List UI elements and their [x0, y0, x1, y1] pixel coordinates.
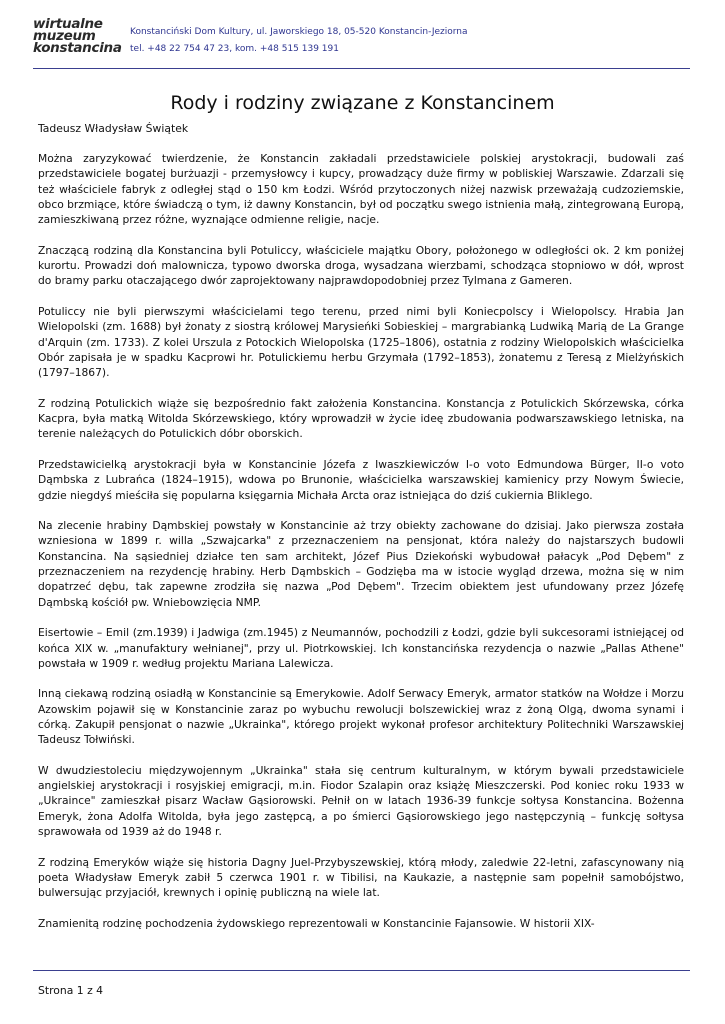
author: Tadeusz Władysław Świątek [38, 122, 189, 135]
paragraph: Z rodziną Emeryków wiąże się historia Dagny Juel-Przybyszewskiej, którą młody, zaledwie 22-letni, zafascynowany nią poeta Władysław Emeryk zabił 5 czerwca 1901 r. w Tibilisi, na Kaukazie, a następnie sam popełnił samobójstwo, bulwersując przyjaciół, krewnych i opinię publiczną na wiele lat. [38, 855, 684, 900]
header-contact [130, 24, 468, 58]
logo-line-1: wirtualne [33, 16, 103, 32]
paragraph: Na zlecenie hrabiny Dąmbskiej powstały w Konstancinie aż trzy obiekty zachowane do dzisiaj. Jako pierwsza została wzniesiona w 1899 r. willa „Szwajcarka" z przeznaczeniem na pensjonat, która należy do najstarszych budowli Konstancina. Na sąsiedniej działce ten sam architekt, Józef Pius Dziekoński wybudował pałacyk „Pod Dębem" z przeznaczeniem na rezydencję hrabiny. Herb Dąmbskich – Godzięba ma w istocie wygląd drzewa, można się w nim dopatrzeć dębu, tak zapewne zrodziła się nazwa „Pod Dębem". Trzecim obiektem jest ufundowany przez Józefę Dąmbską kościół pw. Wniebowzięcia NMP. [38, 519, 684, 609]
footer-divider [33, 970, 690, 971]
paragraph: Znaczącą rodziną dla Konstancina byli Potuliccy, właściciele majątku Obory, położonego w odległości ok. 2 km poniżej kurortu. Prowadzi doń malownicza, typowo dworska droga, wysadzana wierzbami, schodząca stopniowo w dół, wprost do bramy parku otaczającego dwór zaprojektowany najprawdopodobniej przez Tylmana z Gameren. [38, 243, 684, 288]
paragraph: W dwudziestoleciu międzywojennym „Ukrainka" stała się centrum kulturalnym, w którym bywali przedstawiciele angielskiej arystokracji i rosyjskiej emigracji, m.in. Fiodor Szalapin oraz książę Mieszczerski. Pod koniec roku 1933 w „Ukraince" zamieszkał pisarz Wacław Gąsiorowski. Pełnił on w latach 1936-39 funkcje sołtysa Konstancina. Bożenna Emeryk, żona Adolfa Witolda, była jego zastępcą, a po śmierci Gąsiorowskiego jego następczynią – funkcję sołtysa sprawowała od 1939 aż do 1948 r. [38, 763, 684, 839]
paragraph: Przedstawicielką arystokracji była w Konstancinie Józefa z Iwaszkiewiczów I-o voto Edmundowa Bürger, II-o voto Dąmbska z Lubrańca (1824–1915), wdowa po Brunonie, właścicielka warszawskiej kamienicy przy Nowym Świecie, gdzie niegdyś mieściła się popularna księgarnia Michała Arcta oraz istniejąca do dziś cukiernia Bliklego. [38, 457, 684, 502]
museum-logo [33, 18, 125, 54]
logo-line-3: konstancina [33, 40, 122, 56]
paragraph: Można zaryzykować twierdzenie, że Konstancin zakładali przedstawiciele polskiej arystokracji, budowali zaś przedstawiciele bogatej burżuazji - przemysłowcy i kupcy, prowadzący duże firmy w pobliskiej Warszawie. Zdarzali się też właściciele fabryk z odległej stąd o 150 km Łodzi. Wśród przytoczonych niżej nazwisk przeważają cudzoziemskie, obco brzmiące, które świadczą o tym, iż dawny Konstancin, był od początku swego istnienia małą, zintegrowaną Europą, zamieszkiwaną przez różne, wyznające odmienne religie, nacje. [38, 152, 684, 227]
logo-line-2: muzeum [33, 28, 96, 44]
paragraph: Eisertowie – Emil (zm.1939) i Jadwiga (zm.1945) z Neumannów, pochodzili z Łodzi, gdzie byli sukcesorami istniejącej od końca XIX w. „manufaktury wełnianej", przy ul. Piotrkowskiej. Ich konstancińska rezydencja o nazwie „Pallas Athene" powstała w 1909 r. według projektu Mariana Lalewicza. [38, 626, 684, 670]
article-body [38, 151, 684, 946]
header-divider [33, 68, 690, 69]
paragraph: Znamienitą rodzinę pochodzenia żydowskiego reprezentowali w Konstancinie Fajansowie. W historii XIX- [38, 916, 595, 930]
paragraph: Z rodziną Potulickich wiąże się bezpośrednio fakt założenia Konstancina. Konstancja z Potulickich Skórzewska, córka Kacpra, była matką Witolda Skórzewskiego, który wprowadził w życie ideę zbudowania podwarszawskiego letniska, na terenie należących do Potulickich dóbr oborskich. [38, 396, 684, 441]
header-phone: tel. +48 22 754 47 23, kom. +48 515 139 191 [130, 44, 339, 54]
header-address: Konstanciński Dom Kultury, ul. Jaworskiego 18, 05-520 Konstancin-Jeziorna [130, 27, 468, 37]
paragraph: Potuliccy nie byli pierwszymi właścicielami tego terenu, przed nimi byli Koniecpolscy i Wielopolscy. Hrabia Jan Wielopolski (zm. 1688) był żonaty z siostrą królowej Marysieńki Sobieskiej – margrabianką Ludwiką Marią de La Grange d'Arquin (zm. 1733). Z kolei Urszula z Potockich Wielopolska (1725–1806), ostatnia z rodziny Wielopolskich właścicielka Obór zapisała je w spadku Kacprowi hr. Potulickiemu herbu Grzymała (1792–1853), żonatemu z Teresą z Mielżyńskich (1797–1867). [38, 304, 684, 380]
page-title: Rody i rodziny związane z Konstancinem [170, 92, 555, 114]
paragraph: Inną ciekawą rodziną osiadłą w Konstancinie są Emerykowie. Adolf Serwacy Emeryk, armator statków na Wołdze i Morzu Azowskim pojawił się w Konstancinie zaraz po wybuchu rewolucji bolszewickiej wraz z żoną Olgą, dwoma synami i córką. Zakupił pensjonat o nazwie „Ukrainka", którego projekt wykonał profesor architektury Politechniki Warszawskiej Tadeusz Tołwiński. [38, 687, 684, 747]
page-number: Strona 1 z 4 [38, 984, 104, 997]
